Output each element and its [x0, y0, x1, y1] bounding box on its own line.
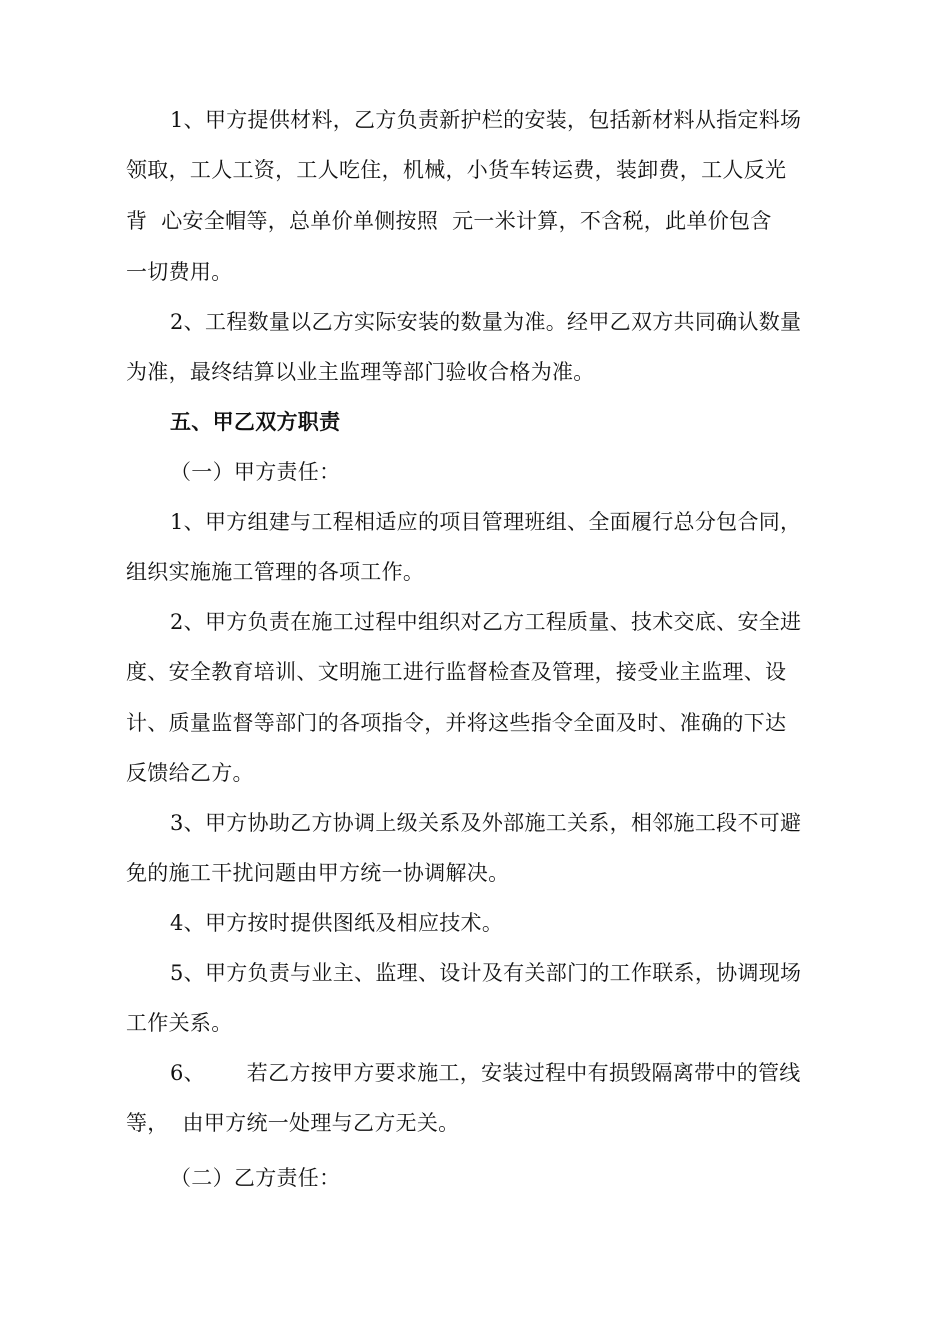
paragraph-line: 背 心安全帽等，总单价单侧按照 元一米计算，不含税，此单价包含 — [126, 209, 772, 233]
paragraph-line: 领取，工人工资，工人吃住，机械，小货车转运费，装卸费，工人反光 — [126, 158, 787, 182]
paragraph-line: 1、甲方组建与工程相适应的项目管理班组、全面履行总分包合同， — [170, 510, 802, 534]
paragraph-line: 6、 若乙方按甲方要求施工，安装过程中有损毁隔离带中的管线 — [170, 1061, 801, 1085]
paragraph-line: 等， 由甲方统一处理与乙方无关。 — [126, 1111, 460, 1135]
paragraph-line: 3、甲方协助乙方协调上级关系及外部施工关系，相邻施工段不可避 — [170, 811, 802, 835]
paragraph-line: 反馈给乙方。 — [126, 761, 254, 785]
paragraph-line: 工作关系。 — [126, 1011, 233, 1035]
paragraph-line: 2、工程数量以乙方实际安装的数量为准。经甲乙双方共同确认数量 — [170, 310, 802, 334]
subsection-heading: （一）甲方责任： — [170, 460, 341, 484]
paragraph-line: 为准，最终结算以业主监理等部门验收合格为准。 — [126, 360, 595, 384]
paragraph-line: 5、甲方负责与业主、监理、设计及有关部门的工作联系，协调现场 — [170, 961, 802, 985]
paragraph-line: 计、质量监督等部门的各项指令，并将这些指令全面及时、准确的下达 — [126, 711, 787, 735]
paragraph-line: 一切费用。 — [126, 260, 233, 284]
subsection-heading: （二）乙方责任： — [170, 1166, 341, 1190]
paragraph-line: 1、甲方提供材料，乙方负责新护栏的安装，包括新材料从指定料场 — [170, 108, 802, 132]
section-heading: 五、甲乙双方职责 — [170, 409, 341, 434]
paragraph-line: 免的施工干扰问题由甲方统一协调解决。 — [126, 861, 510, 885]
paragraph-line: 组织实施施工管理的各项工作。 — [126, 560, 425, 584]
paragraph-line: 度、安全教育培训、文明施工进行监督检查及管理，接受业主监理、设 — [126, 660, 787, 684]
paragraph-line: 4、甲方按时提供图纸及相应技术。 — [170, 911, 504, 935]
paragraph-line: 2、甲方负责在施工过程中组织对乙方工程质量、技术交底、安全进 — [170, 610, 802, 634]
